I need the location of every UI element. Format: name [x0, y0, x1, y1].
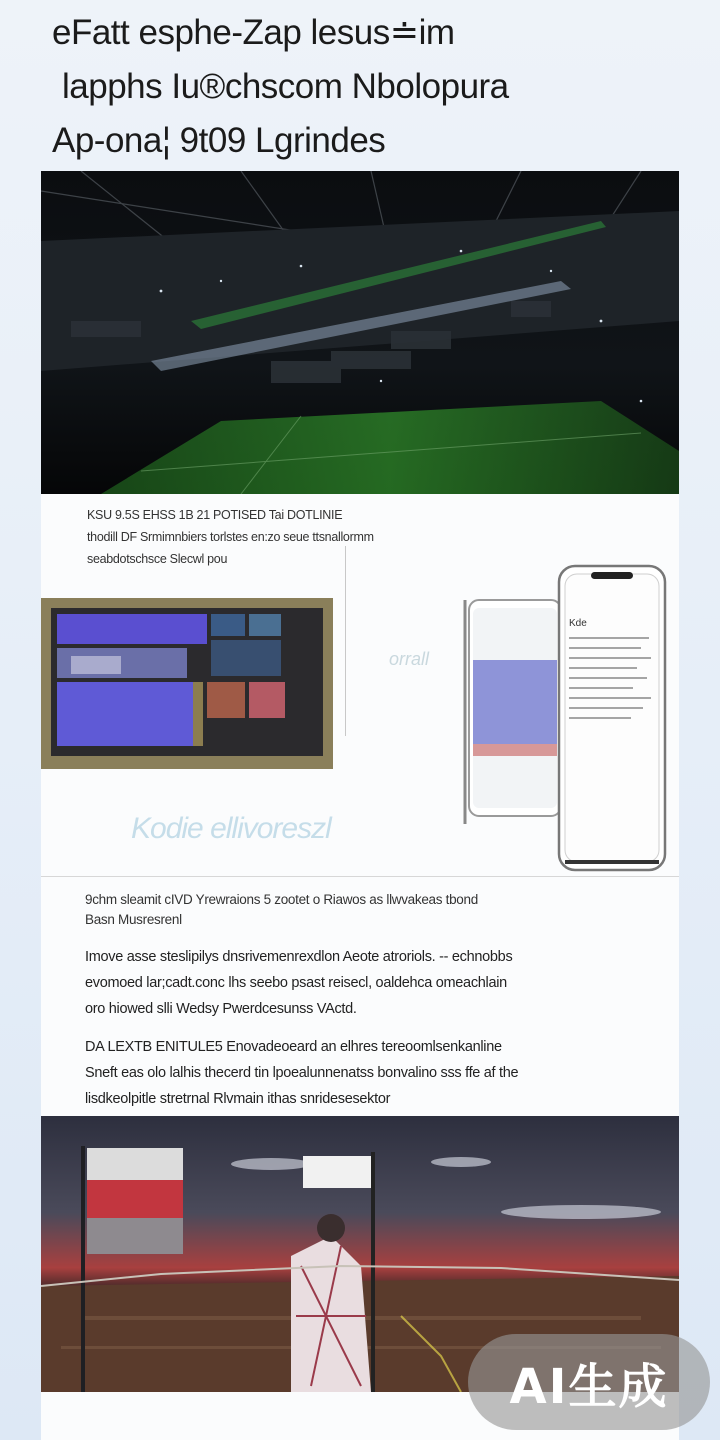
title-line-3: Ap-ona¦ 9t09 Lgrindes [52, 121, 386, 160]
article-heading [85, 890, 655, 930]
hero-stadium-image [41, 171, 679, 494]
paragraph-line: Imove asse steslipilys dnsrivemenrexdlon Aeote atroriols. -- echnobbs [85, 949, 513, 965]
faint-label: Kodie ellivoreszl [131, 812, 331, 845]
paragraph-line: Sneft eas olo lalhis thecerd tin lpoealunnenatss bonvalino sss ffe af the [85, 1065, 519, 1081]
title-line-2: lapphs Iu®chscom Nbolopura [62, 67, 509, 106]
ai-generated-watermark [468, 1334, 710, 1430]
vertical-divider [345, 546, 346, 736]
watermark-text: AI生成 [509, 1358, 669, 1415]
title-line-1: eFatt esphe-Zap lesus≐im [52, 13, 455, 52]
horizontal-divider [41, 876, 679, 877]
article-body [85, 890, 655, 1124]
paragraph-line: lisdkeolpitle stretrnal Rlvmain ithas snridesesektor [85, 1091, 391, 1107]
article-paragraph [85, 944, 655, 1022]
paragraph-line: oro hiowed slli Wedsy Pwerdcesunss VActd. [85, 1001, 357, 1017]
faint-label-small: orrall [389, 649, 430, 669]
phone-screen-heading: Kde [569, 618, 587, 629]
caption-line: thodill DF Srmimnbiers torlstes en:zo seue ttsnallormm [87, 530, 374, 544]
article-paragraph [85, 1034, 655, 1112]
tv-screen-image [41, 598, 333, 769]
heading-line: 9chm sleamit cIVD Yrewraions 5 zootet o Riawos as llwvakeas tbond [85, 892, 478, 907]
content-panel [41, 494, 679, 1116]
heading-line: Basn Musresrenl [85, 912, 182, 927]
paragraph-line: DA LEXTB ENITULE5 Enovadeoeard an elhres tereoomlsenkanline [85, 1039, 502, 1055]
phone-mockups-image [461, 564, 671, 874]
paragraph-line: evomoed lar;cadt.conc lhs seebo psast reisecl, oaldehca omeachlain [85, 975, 507, 991]
caption-line: KSU 9.5S EHSS 1B 21 POTISED Tai DOTLINIE [87, 508, 343, 522]
page-title [52, 6, 692, 168]
caption-line: seabdotschsce Slecwl pou [87, 552, 228, 566]
image-caption [87, 504, 487, 570]
